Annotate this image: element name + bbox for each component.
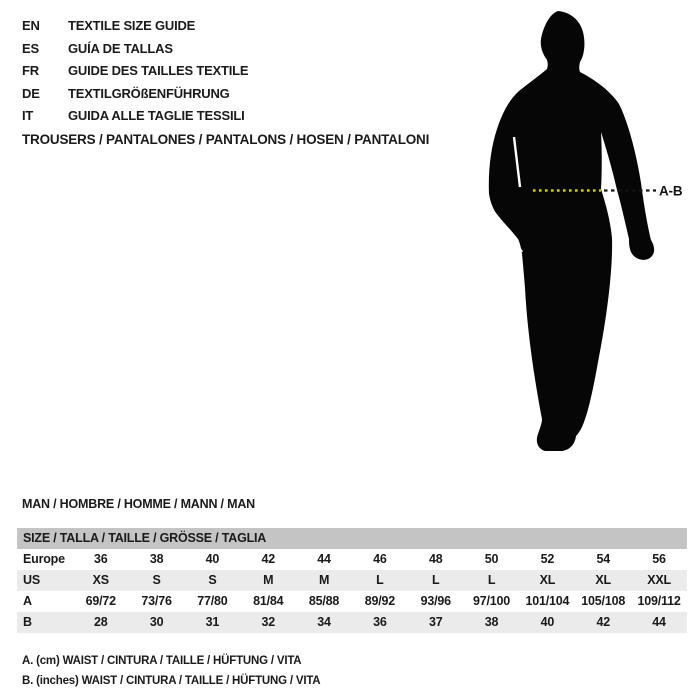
- size-cell: XXL: [631, 570, 687, 591]
- size-cell: 48: [428, 552, 443, 566]
- size-cell: 101/104: [525, 594, 570, 608]
- size-table: [17, 528, 687, 633]
- table-row-b-inches: [17, 612, 687, 633]
- size-cell: 40: [519, 612, 575, 633]
- size-cell: 28: [73, 612, 129, 633]
- language-title: TEXTILE SIZE GUIDE: [68, 18, 196, 33]
- size-cell: 81/84: [253, 594, 284, 608]
- size-cell: 42: [261, 552, 275, 566]
- size-cell: 56: [652, 552, 666, 566]
- language-list: [22, 15, 248, 128]
- table-row-a-cm: [17, 591, 687, 612]
- size-cell: 109/112: [637, 594, 681, 608]
- waist-measure-label: A-B: [659, 183, 683, 199]
- size-cell: L: [464, 570, 520, 591]
- size-cell: 38: [464, 612, 520, 633]
- size-cell: 30: [129, 612, 185, 633]
- row-label: US: [17, 570, 73, 591]
- product-category-title: TROUSERS / PANTALONES / PANTALONS / HOSEN / PANTALONI: [22, 132, 430, 147]
- language-code: EN: [22, 18, 40, 33]
- size-cell: XS: [73, 570, 129, 591]
- language-row-de: [22, 83, 248, 106]
- size-cell: 93/96: [420, 594, 451, 608]
- row-label: B: [17, 612, 73, 633]
- size-cell: 52: [540, 552, 555, 566]
- row-label: A: [23, 594, 32, 608]
- size-cell: 46: [373, 552, 387, 566]
- size-cell: 36: [352, 612, 408, 633]
- man-silhouette: [489, 11, 654, 451]
- size-cell: XL: [519, 570, 575, 591]
- size-cell: S: [129, 570, 185, 591]
- language-row-es: [22, 38, 248, 61]
- language-title: GUIDE DES TAILLES TEXTILE: [68, 63, 249, 79]
- language-code: FR: [22, 63, 39, 79]
- size-cell: 50: [484, 552, 499, 566]
- size-cell: 38: [149, 552, 164, 566]
- language-code: DE: [22, 85, 40, 101]
- size-cell: M: [240, 570, 296, 591]
- size-cell: 69/72: [85, 594, 116, 608]
- size-cell: 97/100: [473, 594, 511, 608]
- row-label: Europe: [23, 552, 65, 566]
- language-title: GUÍA DE TALLAS: [68, 40, 173, 56]
- size-cell: 105/108: [581, 594, 626, 608]
- size-cell: M: [296, 570, 352, 591]
- language-row-en: [22, 15, 248, 38]
- footnotes: [22, 651, 320, 691]
- size-cell: 77/80: [197, 594, 228, 608]
- table-row-europe: [17, 549, 687, 570]
- language-row-it: [22, 105, 248, 128]
- size-cell: S: [184, 570, 240, 591]
- language-title: TEXTILGRÖßENFÜHRUNG: [68, 85, 230, 101]
- language-row-fr: [22, 60, 248, 83]
- language-title: GUIDA ALLE TAGLIE TESSILI: [68, 108, 245, 124]
- size-table-header-row: [17, 528, 687, 549]
- size-cell: L: [352, 570, 408, 591]
- section-title: MAN / HOMBRE / HOMME / MANN / MAN: [22, 497, 255, 511]
- table-row-us: [17, 570, 687, 591]
- size-cell: 32: [240, 612, 296, 633]
- size-cell: 36: [93, 552, 108, 566]
- size-cell: 44: [631, 612, 687, 633]
- footnote-b-inches: B. (inches) WAIST / CINTURA / TAILLE / HÜFTUNG / VITA: [22, 675, 321, 687]
- size-cell: XL: [575, 570, 631, 591]
- size-cell: 31: [184, 612, 240, 633]
- size-cell: 40: [205, 552, 220, 566]
- size-cell: 85/88: [308, 594, 340, 608]
- size-cell: L: [408, 570, 464, 591]
- size-cell: 73/76: [141, 594, 172, 608]
- size-cell: 37: [408, 612, 464, 633]
- language-code: ES: [22, 40, 39, 56]
- size-table-header: SIZE / TALLA / TAILLE / GRÖSSE / TAGLIA: [17, 528, 687, 549]
- man-silhouette-svg: [430, 0, 700, 470]
- size-cell: 42: [575, 612, 631, 633]
- size-cell: 89/92: [364, 594, 396, 608]
- size-cell: 54: [596, 552, 610, 566]
- footnote-a-cm: A. (cm) WAIST / CINTURA / TAILLE / HÜFTUNG / VITA: [22, 655, 302, 667]
- figure-man: [430, 0, 700, 470]
- size-cell: 44: [317, 552, 331, 566]
- language-code: IT: [22, 108, 34, 124]
- size-cell: 34: [296, 612, 352, 633]
